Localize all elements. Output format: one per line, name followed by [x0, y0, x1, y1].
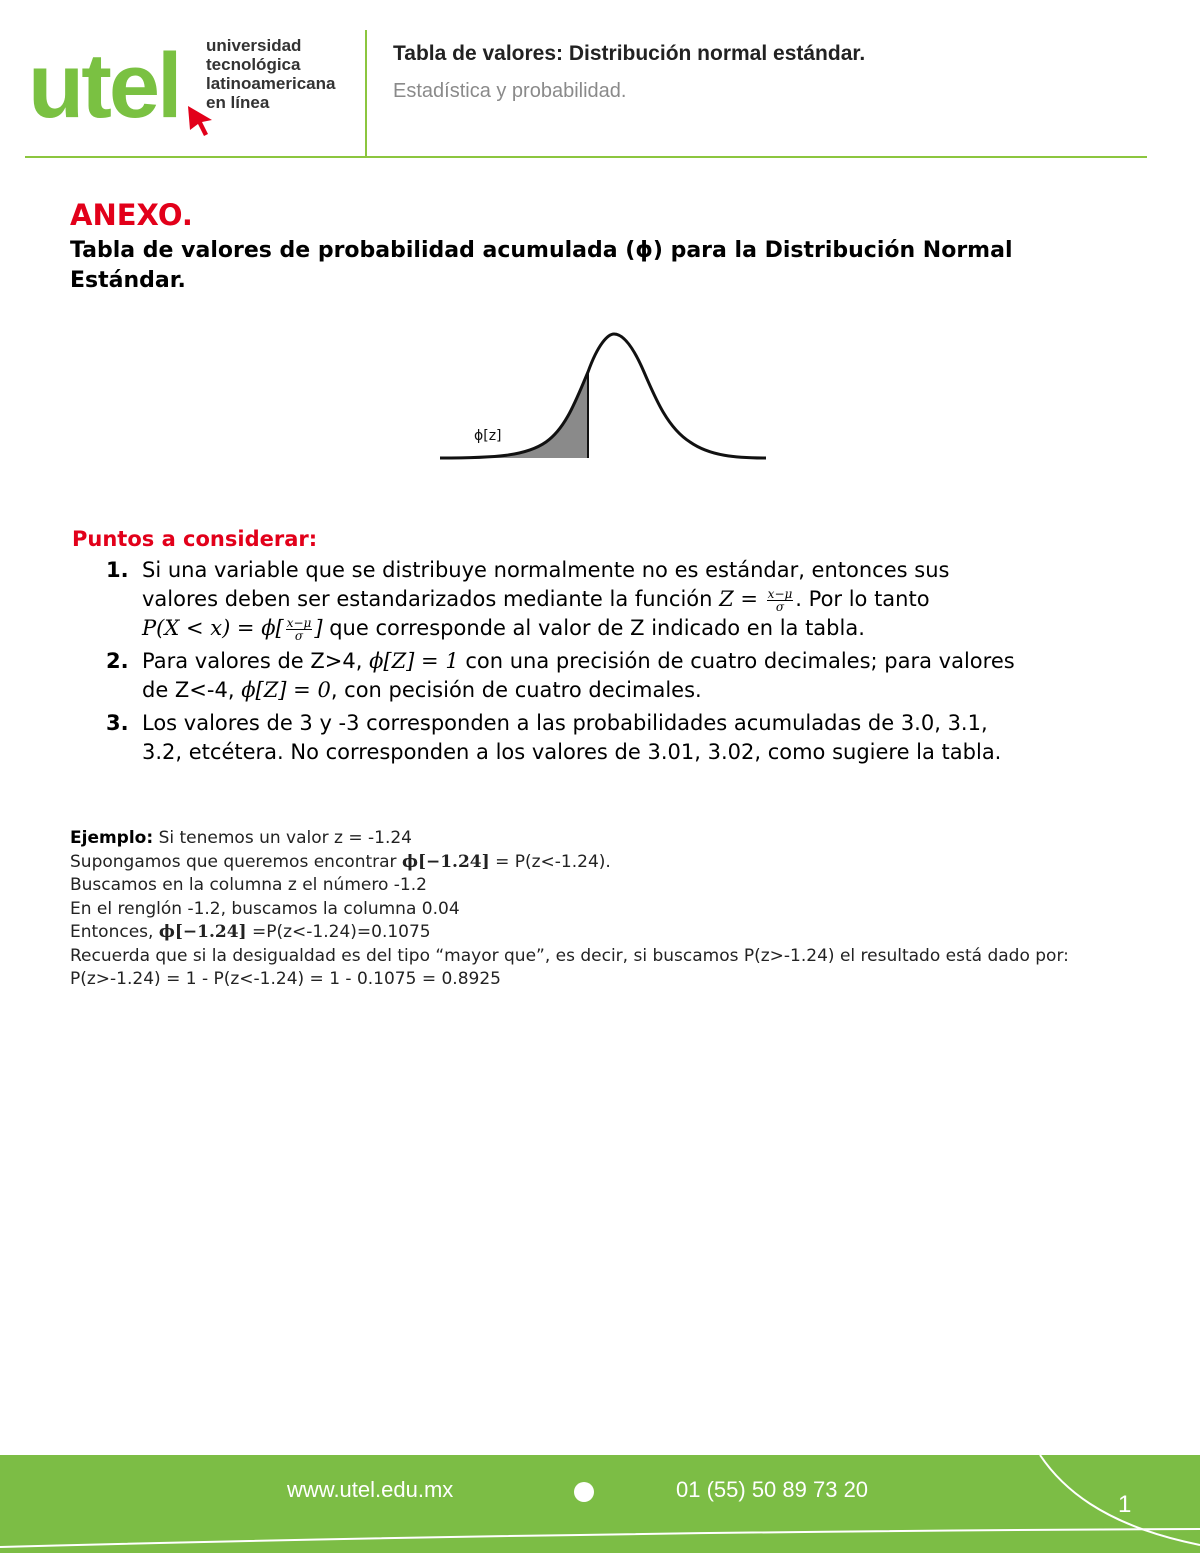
anexo-heading: ANEXO. — [70, 198, 193, 232]
example-block: Ejemplo: Si tenemos un valor z = -1.24 Supongamos que queremos encontrar ϕ[−1.24] = P(z<-1.24). Buscamos en la columna z el número -1.2 En el renglón -1.2, buscamos la columna 0.04 Entonces, ϕ[−1.24] =P(z<-1.24)=0.1075 Recuerda que si la desigualdad es del tipo “mayor que”, es decir, si buscamos P(z>-1.24) el resultado está dado por: P(z>-1.24) = 1 - P(z<-1.24) = 1 - 0.1075 = 0.8925 — [70, 828, 1069, 989]
utel-logo — [28, 30, 348, 137]
table-title: Tabla de valores de probabilidad acumulada (ϕ) para la Distribución Normal Estándar. — [70, 238, 1013, 293]
footer-separator-dot — [574, 1482, 594, 1502]
logo-university-name: universidad tecnológica latinoamericana en línea — [206, 36, 336, 112]
normal-curve-figure — [436, 330, 772, 466]
points-heading: Puntos a considerar: — [72, 527, 318, 551]
list-item: 1. Si una variable que se distribuye normalmente no es estándar, entonces sus valores deben ser estandarizados mediante la función Z = $\frac{x-\mu}{\sigma}$ . Por lo tanto P(X < x) = ϕ[ $\frac{x-\mu}{\sigma}$ ] que corresponde al valor de Z indicado en la tabla. — [106, 558, 950, 643]
fraction: $\frac{x-\mu}{\sigma}$ — [767, 586, 793, 614]
example-label: Ejemplo: — [70, 828, 154, 848]
footer-decoration — [0, 1455, 1200, 1553]
document-title: Tabla de valores: Distribución normal estándar. — [393, 42, 866, 65]
header-divider — [25, 156, 1147, 158]
points-list — [106, 556, 1166, 771]
list-item: 2. Para valores de Z>4, ϕ[Z] = 1 con una precisión de cuatro decimales; para valores de Z<-4, ϕ[Z] = 0, con pecisión de cuatro decimales. — [106, 649, 1015, 702]
footer-phone: 01 (55) 50 89 73 20 — [676, 1477, 869, 1502]
page-number: 1 — [1118, 1491, 1132, 1518]
footer-website-link[interactable]: www.utel.edu.mx — [287, 1477, 454, 1502]
logo-wordmark: utel — [28, 35, 180, 137]
header-vertical-divider — [365, 30, 367, 158]
footer-bar — [0, 1455, 1200, 1553]
curve-label: ϕ[z] — [474, 428, 502, 444]
document-subtitle: Estadística y probabilidad. — [393, 80, 627, 102]
shaded-area — [440, 372, 588, 458]
list-item: 3. Los valores de 3 y -3 corresponden a las probabilidades acumuladas de 3.0, 3.1, 3.2, etcétera. No corresponden a los valores de 3.01, 3.02, como sugiere la tabla. — [106, 711, 1002, 764]
fraction: $\frac{x-\mu}{\sigma}$ — [286, 615, 312, 643]
